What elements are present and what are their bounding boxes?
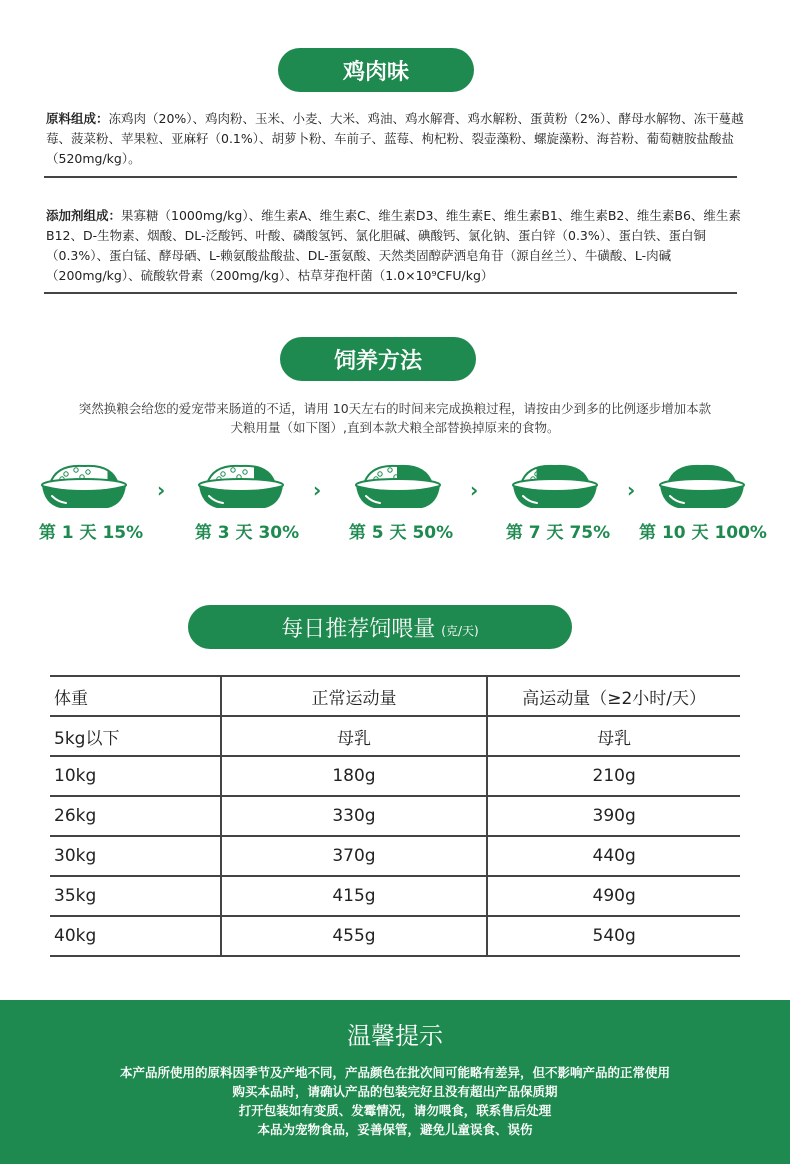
weight-cell: 40kg [50, 916, 221, 956]
ingredients-paragraph [46, 109, 751, 169]
header-normal-activity: 正常运动量 [221, 676, 488, 716]
food-bowl-icon [36, 458, 132, 512]
table-row [50, 836, 740, 876]
weight-cell: 30kg [50, 836, 221, 876]
header-high-activity: 高运动量（≥2小时/天） [487, 676, 740, 716]
chevron-right-icon: › [157, 478, 166, 502]
normal-amount-cell: 415g [221, 876, 488, 916]
feeding-intro [30, 399, 760, 437]
flavor-title: 鸡肉味 [278, 48, 474, 92]
daily-feeding-title [188, 605, 572, 649]
weight-cell: 5kg以下 [50, 716, 221, 756]
additives-paragraph [46, 206, 751, 286]
header-weight: 体重 [50, 676, 221, 716]
chevron-right-icon: › [470, 478, 479, 502]
high-amount-cell: 490g [487, 876, 740, 916]
transition-day-label: 第 10 天 100% [639, 523, 767, 543]
divider [44, 176, 737, 178]
table-header-row [50, 676, 740, 716]
table-row [50, 916, 740, 956]
ingredients-text: 冻鸡肉（20%）、鸡肉粉、玉米、小麦、大米、鸡油、鸡水解膏、鸡水解粉、蛋黄粉（2%）、酵母水解物、冻干蔓越莓、菠菜粉、苹果粒、亚麻籽（0.1%）、胡萝卜粉、车前子、蓝莓、枸杞粉、裂壶藻粉、螺旋藻粉、海苔粉、葡萄糖胺盐酸盐（520mg/kg）。 [46, 111, 744, 166]
daily-feeding-title-text: 每日推荐饲喂量 [281, 616, 436, 642]
table-row [50, 796, 740, 836]
high-amount-cell: 母乳 [487, 716, 740, 756]
high-amount-cell: 440g [487, 836, 740, 876]
normal-amount-cell: 455g [221, 916, 488, 956]
normal-amount-cell: 180g [221, 756, 488, 796]
weight-cell: 10kg [50, 756, 221, 796]
tip-line: 打开包装如有变质、发霉情况，请勿喂食，联系售后处理 [238, 1103, 552, 1118]
high-amount-cell: 390g [487, 796, 740, 836]
high-amount-cell: 210g [487, 756, 740, 796]
ingredients-label: 原料组成： [46, 111, 109, 126]
food-bowl-icon [654, 458, 750, 512]
tip-line: 本产品所使用的原料因季节及产地不同，产品颜色在批次间可能略有差异，但不影响产品的正常使用 [119, 1065, 670, 1080]
chevron-right-icon: › [313, 478, 322, 502]
weight-cell: 26kg [50, 796, 221, 836]
weight-cell: 35kg [50, 876, 221, 916]
transition-day-label: 第 5 天 50% [348, 523, 454, 543]
normal-amount-cell: 母乳 [221, 716, 488, 756]
food-bowl-icon [193, 458, 289, 512]
transition-day-label: 第 3 天 30% [194, 523, 300, 543]
tips-panel [0, 1000, 790, 1164]
tip-line: 购买本品时，请确认产品的包装完好且没有超出产品保质期 [232, 1084, 558, 1099]
table-row [50, 876, 740, 916]
tips-title: 温馨提示 [347, 1022, 443, 1050]
feeding-intro-line: 犬粮用量（如下图）,直到本款犬粮全部替换掉原来的食物。 [230, 420, 560, 435]
table-row [50, 716, 740, 756]
divider [44, 292, 737, 294]
feeding-method-title: 饲养方法 [280, 337, 476, 381]
chevron-right-icon: › [627, 478, 636, 502]
feeding-intro-line: 突然换粮会给您的爱宠带来肠道的不适，请用 10天左右的时间来完成换粮过程，请按由少到多的比例逐步增加本款 [78, 401, 712, 416]
tips-list [0, 1063, 790, 1139]
transition-day-label: 第 7 天 75% [505, 523, 611, 543]
additives-text: 果寡糖（1000mg/kg）、维生素A、维生素C、维生素D3、维生素E、维生素B1、维生素B2、维生素B6、维生素B12、D-生物素、烟酸、DL-泛酸钙、叶酸、磷酸氢钙、氯化胆碱、碘酸钙、氯化钠、蛋白锌（0.3%）、蛋白铁、蛋白铜（0.3%）、蛋白锰、酵母硒、L-赖氨酸盐酸盐、DL-蛋氨酸、天然类固醇萨洒皂角苷（源自丝兰）、牛磺酸、L-肉碱（200mg/kg）、硫酸软骨素（200mg/kg）、枯草芽孢杆菌（1.0×10⁹CFU/kg） [46, 208, 741, 283]
tip-line: 本品为宠物食品，妥善保管，避免儿童误食、误伤 [257, 1122, 533, 1137]
feeding-table [50, 675, 740, 957]
additives-label: 添加剂组成： [46, 208, 122, 223]
transition-day-label: 第 1 天 15% [38, 523, 144, 543]
normal-amount-cell: 330g [221, 796, 488, 836]
food-bowl-icon [507, 458, 603, 512]
food-bowl-icon [350, 458, 446, 512]
normal-amount-cell: 370g [221, 836, 488, 876]
daily-feeding-unit: (克/天) [441, 623, 479, 638]
high-amount-cell: 540g [487, 916, 740, 956]
table-row [50, 756, 740, 796]
